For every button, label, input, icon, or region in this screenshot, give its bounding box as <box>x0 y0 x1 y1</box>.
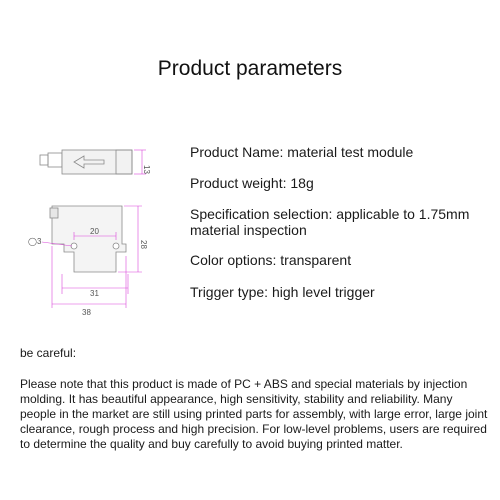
dim-width: 38 <box>82 308 91 317</box>
dim-inner-width: 31 <box>90 289 99 298</box>
page-title: Product parameters <box>157 57 343 80</box>
param-product-name: Product Name: material test module <box>190 144 414 160</box>
param-weight: Product weight: 18g <box>190 175 314 191</box>
side-view <box>40 150 132 174</box>
dim-hole-spacing: 20 <box>90 227 99 236</box>
dim-hole: ◯3 <box>28 237 42 246</box>
param-trigger: Trigger type: high level trigger <box>190 284 375 300</box>
technical-drawing <box>26 148 176 318</box>
param-specification: Specification selection: applicable to 1.75mm material inspection <box>190 206 470 238</box>
param-color: Color options: transparent <box>190 252 352 268</box>
note-body: Please note that this product is made of PC + ABS and special materials by injection molding. It has beautiful appearance, high sensitivity, stability and reliability. Many people in the market are still using printed parts for assembly, with large error, large joint clearance, rough process and high precision. For low-level problems, users are required to determine the quality and buy carefully to avoid buying printed matter. <box>20 377 488 451</box>
dim-side-height: 13 <box>142 165 151 174</box>
dim-height: 28 <box>139 240 148 249</box>
note-heading: be careful: <box>20 346 77 360</box>
front-view <box>50 206 126 272</box>
